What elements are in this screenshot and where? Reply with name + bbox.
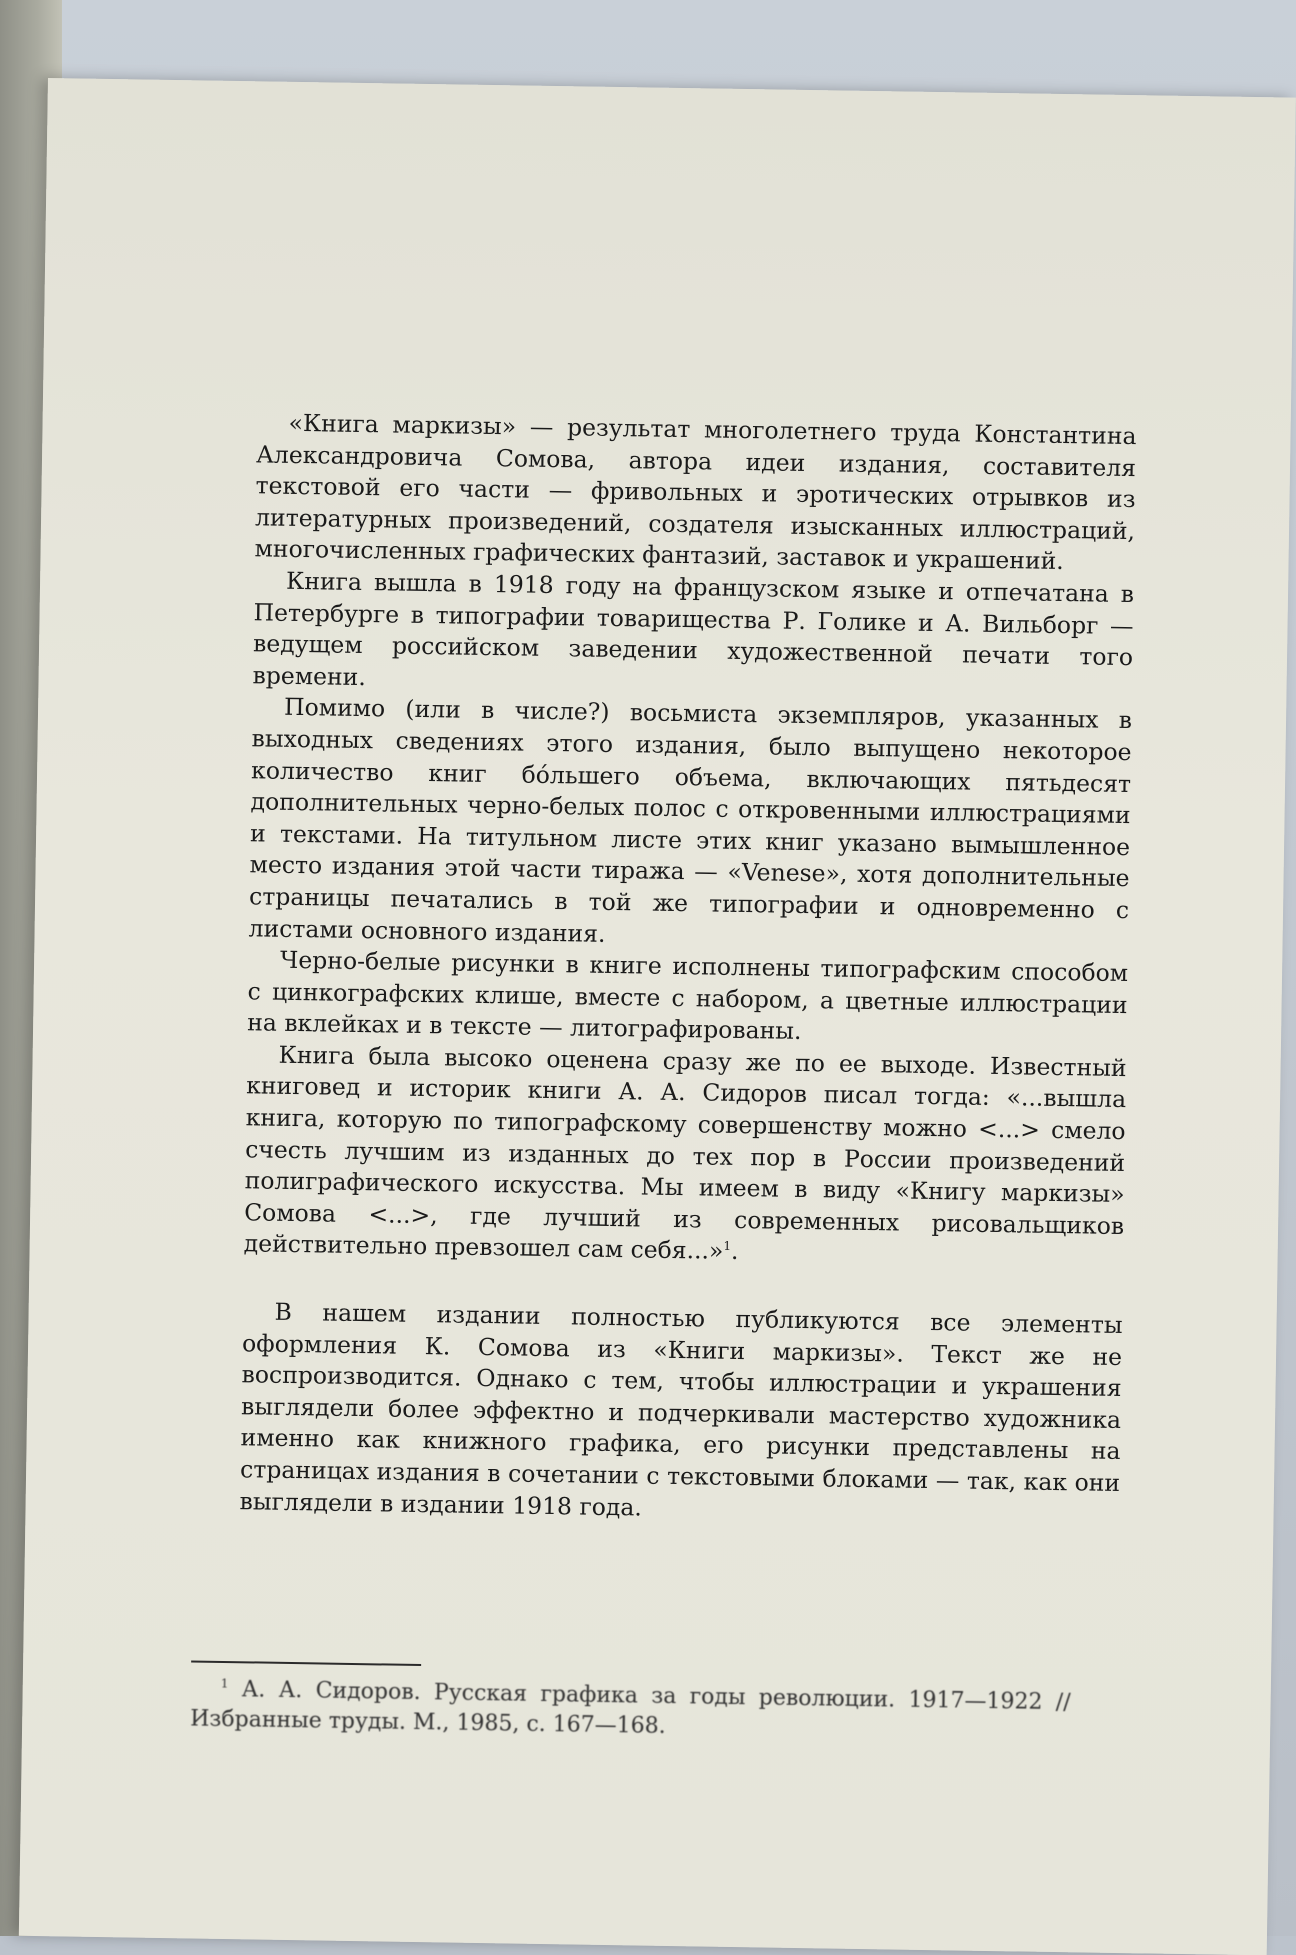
paragraph-3: Помимо (или в числе?) восьмиста экземпляров, указанных в выходных сведениях этого издания, было выпущено некоторое количество книг бо́льшего объема, включающих пятьдесят дополнительных черно-белых полос с откровенными иллюстрациями и текстами. На титульном листе этих книг указано вымышленное место издания этой части тиража — «Venese», хотя дополнительные страницы печатались в той же типографии и одновременно с листами основного издания.: [248, 693, 1133, 948]
paragraph-5: [243, 1039, 1126, 1274]
paragraph-4: Черно-белые рисунки в книге исполнены типографским способом с цинкографских клише, вместе с набором, а цветные иллюстрации на вклейках и в тексте — литографированы.: [246, 945, 1129, 1046]
footnote-marker: 1: [220, 1676, 229, 1691]
paragraph-5-end: .: [730, 1237, 739, 1266]
main-text-block: [239, 407, 1136, 1531]
footnote-reference: 1: [723, 1239, 732, 1254]
closing-paragraph: В нашем издании полностью публикуются все элементы оформления К. Сомова из «Книги маркизы». Текст же не воспроизводится. Однако с тем, чтобы иллюстрации и украшения выглядели более эффектно и подчеркивали мастерство художника именно как книжного графика, его рисунки представлены на страницах издания в сочетании с текстовыми блоками — так, как они выглядели в издании 1918 года.: [239, 1297, 1123, 1522]
footnote: [190, 1674, 1071, 1748]
book-page: [19, 78, 1296, 1955]
footnote-divider: [191, 1660, 421, 1666]
paragraph-2: Книга вышла в 1918 году на французском языке и отпечатана в Петербурге в типографии товарищества Р. Голике и А. Вильборг — ведущем российском заведении художественной печати того времени.: [252, 566, 1135, 691]
paragraph-5-text: Книга была высоко оценена сразу же по ее выходе. Известный книговед и историк книги А. А. Сидоров писал тогда: «...вышла книга, которую по типографскому совершенству можно <...> смело счесть лучшим из изданных до тех пор в России произведений полиграфического искусства. Мы имеем в виду «Книгу маркизы» Сомова <...>, где лучший из современных рисовальщиков действительно превзошел сам себя...»: [243, 1040, 1127, 1266]
paragraph-1: «Книга маркизы» — результат многолетнего труда Константина Александровича Сомова, автора идеи издания, составителя текстовой его части — фривольных и эротических отрывков из литературных произведений, создателя изысканных иллюстраций, многочисленных графических фантазий, заставок и украшений.: [254, 408, 1137, 576]
footnote-text: А. А. Сидоров. Русская графика за годы революции. 1917—1922 // Избранные труды. М., 1985, с. 167—168.: [190, 1677, 1071, 1739]
